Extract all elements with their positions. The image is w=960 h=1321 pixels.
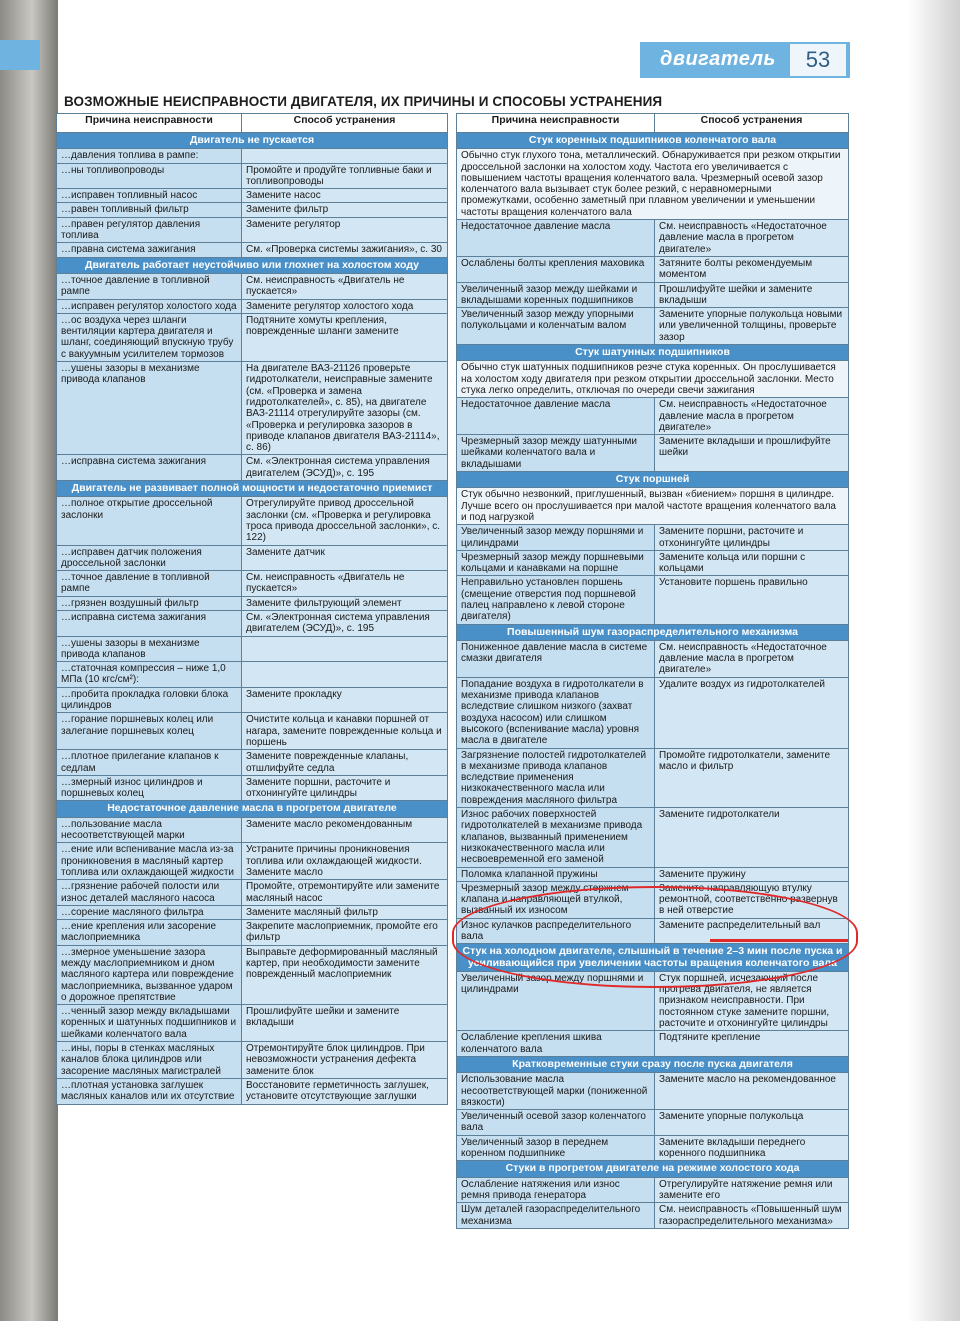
table-section-header xyxy=(57,257,448,273)
remedy-cell: Отремонтируйте блок цилиндров. При невозможности устранения дефекта замените блок xyxy=(242,1042,448,1079)
section-title: Стук коренных подшипников коленчатого вала xyxy=(457,133,849,149)
section-title: Стук поршней xyxy=(457,472,849,488)
table-note-row xyxy=(457,361,849,398)
remedy-cell: Отрегулируйте привод дроссельной заслонки (см. «Проверка и регулировка троса привода дроссельной заслонки», с. 122) xyxy=(242,497,448,545)
remedy-cell: Стук поршней, исчезающий после прогрева двигателя, не является признаком неисправности. При постоянном стуке замените поршни, расточите и отхонингуйте цилиндры xyxy=(655,971,849,1030)
column-header-remedy: Способ устранения xyxy=(655,114,849,133)
table-row xyxy=(57,163,448,189)
remedy-cell: Замените упорные полукольца новыми или увеличенной толщины, проверьте зазор xyxy=(655,308,849,345)
table-row xyxy=(457,398,849,435)
handwritten-underline xyxy=(710,939,848,942)
remedy-cell: См. неисправность «Двигатель не пускается» xyxy=(242,273,448,299)
remedy-cell: См. неисправность «Недостаточное давление масла в прогретом двигателе» xyxy=(655,220,849,257)
remedy-cell: Замените насос xyxy=(242,189,448,203)
table-section-header xyxy=(457,472,849,488)
table-section-header xyxy=(57,481,448,497)
table-row xyxy=(457,808,849,867)
remedy-cell: Замените фильтр xyxy=(242,203,448,217)
remedy-cell: Отрегулируйте натяжение ремня или замените его xyxy=(655,1177,849,1203)
cause-cell: …ушены зазоры в механизме привода клапанов xyxy=(57,636,242,662)
cause-cell: Шум деталей газораспределительного механизма xyxy=(457,1203,655,1229)
cause-cell: …плотная установка заглушек масляных каналов или их отсутствие xyxy=(57,1078,242,1104)
remedy-cell: Замените регулятор xyxy=(242,217,448,243)
remedy-cell: Удалите воздух из гидротолкателей xyxy=(655,677,849,748)
remedy-cell: Замените упорные полукольца xyxy=(655,1110,849,1136)
note-text: Обычно стук шатунных подшипников резче стука коренных. Он прослушивается на холостом ходу двигателя при резком открытии дроссельной заслонки. Место стука легко определить, отключая по очереди свечи зажигания xyxy=(457,361,849,398)
remedy-cell xyxy=(242,662,448,688)
cause-cell: …исправна система зажигания xyxy=(57,455,242,481)
remedy-cell: Замените поврежденные клапаны, отшлифуйте седла xyxy=(242,750,448,776)
table-row xyxy=(57,299,448,313)
table-row xyxy=(457,1110,849,1136)
table-row xyxy=(457,550,849,576)
table-row xyxy=(57,273,448,299)
remedy-cell: Замените кольца или поршни с кольцами xyxy=(655,550,849,576)
cause-cell: Увеличенный зазор между шейками и вкладышами коренных подшипников xyxy=(457,282,655,308)
table-row xyxy=(57,497,448,545)
right-troubleshooting-table xyxy=(456,113,849,1229)
column-header-cause: Причина неисправности xyxy=(457,114,655,133)
remedy-cell: См. «Проверка системы зажигания», с. 30 xyxy=(242,243,448,257)
table-row xyxy=(57,1078,448,1104)
cause-cell: …правен регулятор давления топлива xyxy=(57,217,242,243)
remedy-cell: Промойте, отремонтируйте или замените масляный насос xyxy=(242,880,448,906)
cause-cell: Чрезмерный зазор между стержнем клапана и направляющей втулкой, вызванный их износом xyxy=(457,881,655,918)
cause-cell: Чрезмерный зазор между поршневыми кольцами и канавками на поршне xyxy=(457,550,655,576)
cause-cell: …пользование масла несоответствующей марки xyxy=(57,817,242,843)
remedy-cell: Закрепите маслоприемник, промойте его фильтр xyxy=(242,920,448,946)
table-row xyxy=(457,435,849,472)
cause-cell: Увеличенный осевой зазор коленчатого вала xyxy=(457,1110,655,1136)
table-row xyxy=(57,920,448,946)
cause-cell: …точное давление в топливной рампе xyxy=(57,571,242,597)
page-number: 53 xyxy=(790,44,846,76)
remedy-cell: Замените датчик xyxy=(242,545,448,571)
section-title: Кратковременные стуки сразу после пуска двигателя xyxy=(457,1056,849,1072)
cause-cell: …исправен топливный насос xyxy=(57,189,242,203)
section-title: Недостаточное давление масла в прогретом двигателе xyxy=(57,801,448,817)
section-title: Двигатель не пускается xyxy=(57,133,448,149)
table-row xyxy=(457,1135,849,1161)
remedy-cell: Замените фильтрующий элемент xyxy=(242,596,448,610)
cause-cell: Износ рабочих поверхностей гидротолкателей в механизме привода клапанов, вызванный применением низкокачественного масла или несвоевременной его заменой xyxy=(457,808,655,867)
cause-cell: …статочная компрессия – ниже 1,0 МПа (10 кгс/см²): xyxy=(57,662,242,688)
remedy-cell: Подтяните крепление xyxy=(655,1031,849,1057)
table-row xyxy=(457,677,849,748)
cause-cell: Увеличенный зазор между поршнями и цилиндрами xyxy=(457,525,655,551)
table-section-header xyxy=(57,133,448,149)
cause-cell: …горание поршневых колец или залегание поршневых колец xyxy=(57,713,242,750)
cause-cell: …исправна система зажигания xyxy=(57,610,242,636)
cause-cell: …ны топливопроводы xyxy=(57,163,242,189)
remedy-cell xyxy=(242,636,448,662)
cause-cell: …ины, поры в стенках масляных каналов блока цилиндров или засорение масляных магистралей xyxy=(57,1042,242,1079)
left-table-body xyxy=(57,133,448,1105)
table-row xyxy=(57,905,448,919)
remedy-cell: Подтяните хомуты крепления, поврежденные шланги замените xyxy=(242,313,448,361)
table-note-row xyxy=(457,149,849,220)
page-edge-shadow xyxy=(908,0,960,1321)
table-row xyxy=(57,610,448,636)
page-title: ВОЗМОЖНЫЕ НЕИСПРАВНОСТИ ДВИГАТЕЛЯ, ИХ ПРИЧИНЫ И СПОСОБЫ УСТРАНЕНИЯ xyxy=(64,94,663,109)
remedy-cell: Замените пружину xyxy=(655,867,849,881)
cause-cell: Загрязнение полостей гидротолкателей в механизме привода клапанов вследствие применения низкокачественного масла или повреждения масляного фильтра xyxy=(457,748,655,807)
table-section-header xyxy=(457,345,849,361)
remedy-cell: Замените регулятор холостого хода xyxy=(242,299,448,313)
section-title: Стук на холодном двигателе, слышный в течение 2–3 мин после пуска и усиливающийся при увеличении частоты вращения коленчатого вала xyxy=(457,944,849,972)
cause-cell: Поломка клапанной пружины xyxy=(457,867,655,881)
table-row xyxy=(457,1177,849,1203)
remedy-cell: Прошлифуйте шейки и замените вкладыши xyxy=(242,1005,448,1042)
section-title: Стук шатунных подшипников xyxy=(457,345,849,361)
column-header-remedy: Способ устранения xyxy=(242,114,448,133)
table-row xyxy=(57,750,448,776)
cause-cell: Использование масла несоответствующей марки (пониженной вязкости) xyxy=(457,1073,655,1110)
remedy-cell: Замените направляющую втулку ремонтной, соответственно развернув в ней отверстие xyxy=(655,881,849,918)
section-name: двигатель xyxy=(660,48,776,70)
table-row xyxy=(57,817,448,843)
table-row xyxy=(57,636,448,662)
cause-cell: Недостаточное давление масла xyxy=(457,398,655,435)
remedy-cell: См. неисправность «Повышенный шум газораспределительного механизма» xyxy=(655,1203,849,1229)
section-header xyxy=(640,42,850,78)
cause-cell: Ослаблены болты крепления маховика xyxy=(457,256,655,282)
cause-cell: …ченный зазор между вкладышами коренных и шатунных подшипников и шейками коленчатого вала xyxy=(57,1005,242,1042)
table-row xyxy=(457,525,849,551)
table-row xyxy=(57,1042,448,1079)
right-table-body xyxy=(457,133,849,1229)
table-row xyxy=(57,843,448,880)
table-section-header xyxy=(457,1161,849,1177)
remedy-cell: Замените вкладыши и прошлифуйте шейки xyxy=(655,435,849,472)
remedy-cell: См. неисправность «Недостаточное давление масла в прогретом двигателе» xyxy=(655,640,849,677)
table-row xyxy=(57,775,448,801)
remedy-cell: Прошлифуйте шейки и замените вкладыши xyxy=(655,282,849,308)
cause-cell: …змерный износ цилиндров и поршневых колец xyxy=(57,775,242,801)
cause-cell: Увеличенный зазор в переднем коренном подшипнике xyxy=(457,1135,655,1161)
cause-cell: Попадание воздуха в гидротолкатели в механизме привода клапанов вследствие слишком низкого (захват воздуха насосом) или слишком высокого (вспенивание масла) уровня масла в двигателе xyxy=(457,677,655,748)
table-row xyxy=(57,455,448,481)
remedy-cell: Выправьте деформированный масляный картер, при необходимости замените поврежденный маслоприемник xyxy=(242,945,448,1004)
table-row xyxy=(457,867,849,881)
table-section-header xyxy=(457,133,849,149)
cause-cell: Ослабление крепления шкива коленчатого вала xyxy=(457,1031,655,1057)
table-row xyxy=(57,545,448,571)
table-row xyxy=(457,282,849,308)
table-row xyxy=(57,945,448,1004)
remedy-cell: Очистите кольца и канавки поршней от нагара, замените поврежденные кольца и поршень xyxy=(242,713,448,750)
table-row xyxy=(457,308,849,345)
previous-page-edge xyxy=(0,0,58,1321)
cause-cell: …исправен регулятор холостого хода xyxy=(57,299,242,313)
left-troubleshooting-table xyxy=(56,113,448,1105)
cause-cell: …ение или вспенивание масла из-за проникновения в масляный картер топлива или охлаждающей жидкости xyxy=(57,843,242,880)
table-row xyxy=(457,748,849,807)
table-row xyxy=(57,880,448,906)
cause-cell: …грязнен воздушный фильтр xyxy=(57,596,242,610)
previous-page-tab xyxy=(0,40,40,70)
table-row xyxy=(57,149,448,163)
cause-cell: Недостаточное давление масла xyxy=(457,220,655,257)
table-row xyxy=(57,362,448,455)
table-row xyxy=(57,313,448,361)
section-title: Повышенный шум газораспределительного механизма xyxy=(457,624,849,640)
remedy-cell: Замените масляный фильтр xyxy=(242,905,448,919)
table-row xyxy=(57,217,448,243)
table-row xyxy=(457,1203,849,1229)
table-row xyxy=(457,1073,849,1110)
remedy-cell: На двигателе ВАЗ-21126 проверьте гидротолкатели, неисправные замените (см. «Проверка и замена гидротолкателей», с. 85), на двигателе ВАЗ-21114 отрегулируйте зазоры (см. «Проверка и регулировка зазоров в приводе клапанов двигателя ВАЗ-21114», с. 86) xyxy=(242,362,448,455)
cause-cell: …змерное уменьшение зазора между маслоприемником и дном масляного картера или повреждение маслоприемника, вызванное ударом о дорожное препятствие xyxy=(57,945,242,1004)
remedy-cell: См. «Электронная система управления двигателем (ЭСУД)», с. 195 xyxy=(242,455,448,481)
remedy-cell: Промойте гидротолкатели, замените масло и фильтр xyxy=(655,748,849,807)
cause-cell: …ос воздуха через шланги вентиляции картера двигателя и шланг, соединяющий впускную трубу с вакуумным усилителем тормозов xyxy=(57,313,242,361)
remedy-cell: Замените прокладку xyxy=(242,687,448,713)
cause-cell: Увеличенный зазор между упорными полукольцами и коленчатым валом xyxy=(457,308,655,345)
remedy-cell: Замените вкладыши переднего коренного подшипника xyxy=(655,1135,849,1161)
table-row xyxy=(457,576,849,624)
cause-cell: …ение крепления или засорение маслоприемника xyxy=(57,920,242,946)
remedy-cell: См. неисправность «Недостаточное давление масла в прогретом двигателе» xyxy=(655,398,849,435)
cause-cell: Увеличенный зазор между поршнями и цилиндрами xyxy=(457,971,655,1030)
table-row xyxy=(57,243,448,257)
table-section-header xyxy=(457,624,849,640)
remedy-cell xyxy=(242,149,448,163)
cause-cell: Неправильно установлен поршень (смещение отверстия под поршневой палец направлено к левой стороне двигателя) xyxy=(457,576,655,624)
cause-cell: Пониженное давление масла в системе смазки двигателя xyxy=(457,640,655,677)
table-row xyxy=(57,662,448,688)
column-header-cause: Причина неисправности xyxy=(57,114,242,133)
table-row xyxy=(457,971,849,1030)
note-text: Обычно стук глухого тона, металлический. Обнаруживается при резком открытии дроссельной заслонки на холостом ходу. Частота его увеличивается с повышением частоты вращения коленчатого вала. Чрезмерный осевой зазор коленчатого вала вызывает стук более резкий, с неравномерными промежутками, особенно заметный при плавном увеличении и уменьшении частоты вращения коленчатого вала xyxy=(457,149,849,220)
cause-cell: Чрезмерный зазор между шатунными шейками коленчатого вала и вкладышами xyxy=(457,435,655,472)
cause-cell: …правна система зажигания xyxy=(57,243,242,257)
remedy-cell: Замените масло на рекомендованное xyxy=(655,1073,849,1110)
section-title: Стуки в прогретом двигателе на режиме холостого хода xyxy=(457,1161,849,1177)
remedy-cell: Установите поршень правильно xyxy=(655,576,849,624)
cause-cell: …ушены зазоры в механизме привода клапанов xyxy=(57,362,242,455)
table-section-header xyxy=(457,1056,849,1072)
table-note-row xyxy=(457,488,849,525)
cause-cell: …равен топливный фильтр xyxy=(57,203,242,217)
remedy-cell: Замените поршни, расточите и отхонингуйте цилиндры xyxy=(242,775,448,801)
table-row xyxy=(457,256,849,282)
table-row xyxy=(57,203,448,217)
table-row xyxy=(457,640,849,677)
remedy-cell: Замените поршни, расточите и отхонингуйте цилиндры xyxy=(655,525,849,551)
cause-cell: Ослабление натяжения или износ ремня привода генератора xyxy=(457,1177,655,1203)
table-row xyxy=(457,220,849,257)
table-section-header xyxy=(457,944,849,972)
table-row xyxy=(57,687,448,713)
table-row xyxy=(57,189,448,203)
remedy-cell: Восстановите герметичность заглушек, установите отсутствующие заглушки xyxy=(242,1078,448,1104)
remedy-cell: Промойте и продуйте топливные баки и топливопроводы xyxy=(242,163,448,189)
table-row xyxy=(57,713,448,750)
remedy-cell: Замените распределительный вал xyxy=(655,918,849,944)
remedy-cell: Устраните причины проникновения топлива или охлаждающей жидкости. Замените масло xyxy=(242,843,448,880)
table-row xyxy=(457,1031,849,1057)
cause-cell: …грязнение рабочей полости или износ деталей масляного насоса xyxy=(57,880,242,906)
remedy-cell: Замените масло рекомендованным xyxy=(242,817,448,843)
table-row xyxy=(57,596,448,610)
note-text: Стук обычно незвонкий, приглушенный, вызван «биением» поршня в цилиндре. Лучше всего он прослушивается при малой частоте вращения коленчатого вала и под нагрузкой xyxy=(457,488,849,525)
table-section-header xyxy=(57,801,448,817)
cause-cell: …полное открытие дроссельной заслонки xyxy=(57,497,242,545)
cause-cell: …пробита прокладка головки блока цилиндров xyxy=(57,687,242,713)
remedy-cell: См. неисправность «Двигатель не пускается» xyxy=(242,571,448,597)
cause-cell: …плотное прилегание клапанов к седлам xyxy=(57,750,242,776)
cause-cell: …точное давление в топливной рампе xyxy=(57,273,242,299)
table-row xyxy=(457,881,849,918)
remedy-cell: Замените гидротолкатели xyxy=(655,808,849,867)
cause-cell: …исправен датчик положения дроссельной заслонки xyxy=(57,545,242,571)
table-row xyxy=(57,571,448,597)
cause-cell: …сорение масляного фильтра xyxy=(57,905,242,919)
remedy-cell: Затяните болты рекомендуемым моментом xyxy=(655,256,849,282)
table-row xyxy=(57,1005,448,1042)
remedy-cell: См. «Электронная система управления двигателем (ЭСУД)», с. 195 xyxy=(242,610,448,636)
section-title: Двигатель не развивает полной мощности и недостаточно приемист xyxy=(57,481,448,497)
cause-cell: …давления топлива в рампе: xyxy=(57,149,242,163)
cause-cell: Износ кулачков распределительного вала xyxy=(457,918,655,944)
section-title: Двигатель работает неустойчиво или глохнет на холостом ходу xyxy=(57,257,448,273)
